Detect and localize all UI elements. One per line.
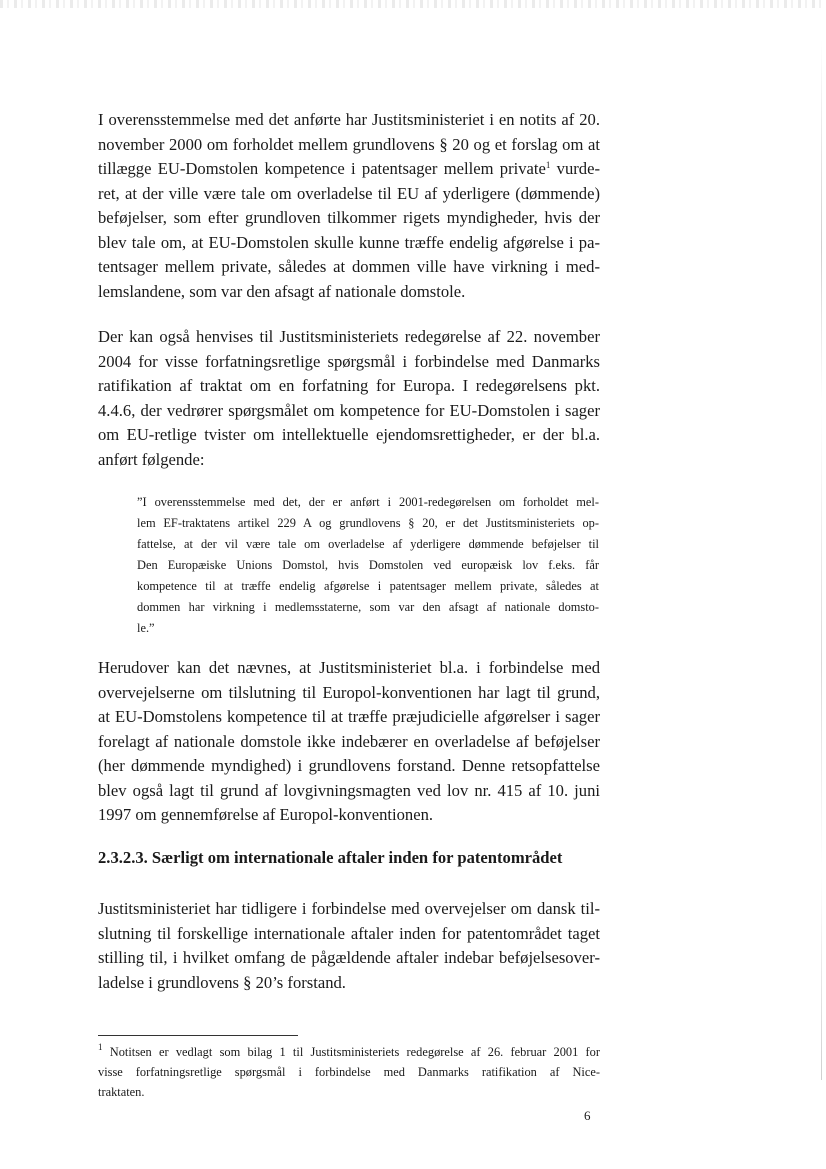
paragraph-line: ret, at der ville være tale om overladelse til EU af yderligere (dømmende) xyxy=(98,183,600,203)
paragraph-3 xyxy=(98,656,600,828)
paragraph-line: november 2000 om forholdet mellem grundlovens § 20 og et forslag om at xyxy=(98,134,600,154)
footnote-line: traktaten. xyxy=(98,1085,145,1099)
footnote-marker: 1 xyxy=(98,1042,103,1052)
paragraph-line: 4.4.6, der vedrører spørgsmålet om kompetence for EU-Domstolen i sager xyxy=(98,400,600,420)
paragraph-line: slutning til forskellige internationale aftaler inden for patentområdet taget xyxy=(98,923,600,943)
paragraph-line: Herudover kan det nævnes, at Justitsministeriet bl.a. i forbindelse med xyxy=(98,658,600,677)
paragraph-4 xyxy=(98,897,600,995)
paragraph-line: beføjelser, som efter grundloven tilkommer rigets myndigheder, hvis der xyxy=(98,208,600,227)
paragraph-line: ratifikation af traktat om en forfatning for Europa. I redegørelsens pkt. xyxy=(98,376,600,395)
footnote-line: visse forfatningsretlige spørgsmål i forbindelse med Danmarks ratifikation af Nice- xyxy=(98,1065,600,1079)
paragraph-line: at EU-Domstolens kompetence til at træffe præjudicielle afgørelser i sager xyxy=(98,707,600,726)
footnote-line xyxy=(98,1042,600,1062)
section-heading: 2.3.2.3. Særligt om internationale aftaler inden for patentområdet xyxy=(98,848,563,867)
paragraph-line: tentsager mellem private, således at dommen ville have virkning i med- xyxy=(98,257,600,276)
paragraph-line: 1997 om gennemførelse af Europol-konventionen. xyxy=(98,805,434,824)
paragraph-line: blev også lagt til grund af lovgivningsmagten ved lov nr. 415 af 10. juni xyxy=(98,780,600,800)
quote-line: fattelse, at der vil være tale om overladelse af yderligere dømmende beføjelser til xyxy=(137,537,599,551)
block-quote xyxy=(137,492,599,639)
paragraph-line xyxy=(98,157,600,182)
paragraph-line: (her dømmende myndighed) i grundlovens forstand. Denne retsopfattelse xyxy=(98,756,600,775)
paragraph-line: forelagt af nationale domstole ikke indebærer en overladelse af beføjelser xyxy=(98,731,600,751)
quote-line: lem EF-traktatens artikel 229 A og grundlovens § 20, er det Justitsministeriets op- xyxy=(137,516,599,530)
paragraph-2 xyxy=(98,325,600,472)
paragraph-line: 2004 for visse forfatningsretlige spørgsmål i forbindelse med Danmarks xyxy=(98,351,600,371)
paragraph-line-text: tillægge EU-Domstolen kompetence i patentsager mellem private xyxy=(98,159,546,178)
scan-artifact-right xyxy=(821,40,822,1080)
footnote-separator xyxy=(98,1035,298,1036)
quote-line: Den Europæiske Unions Domstol, hvis Domstolen ved europæisk lov f.eks. får xyxy=(137,558,599,572)
footnote-line-text: Notitsen er vedlagt som bilag 1 til Justitsministeriets redegørelse af 26. februar 2001 for xyxy=(102,1045,600,1059)
paragraph-line: I overensstemmelse med det anførte har Justitsministeriet i en notits af 20. xyxy=(98,110,600,129)
paragraph-line: stilling til, i hvilket omfang de pågældende aftaler indebar beføjelsesover- xyxy=(98,948,600,967)
paragraph-line-tail: vurde- xyxy=(550,159,600,178)
page-number: 6 xyxy=(584,1108,591,1123)
footnote xyxy=(98,1042,600,1102)
quote-line: le.” xyxy=(137,621,155,635)
paragraph-line: Justitsministeriet har tidligere i forbindelse med overvejelser om dansk til- xyxy=(98,899,600,918)
paragraph-1 xyxy=(98,108,600,304)
scan-artifact-top xyxy=(0,0,826,8)
paragraph-line: lemslandene, som var den afsagt af nationale domstole. xyxy=(98,281,466,301)
paragraph-line: ladelse i grundlovens § 20’s forstand. xyxy=(98,972,346,992)
quote-line: kompetence til at træffe endelig afgørelse i patentsager mellem private, således at xyxy=(137,579,599,593)
paragraph-line: Der kan også henvises til Justitsministeriets redegørelse af 22. november xyxy=(98,327,600,346)
quote-line: ”I overensstemmelse med det, der er anført i 2001-redegørelsen om forholdet mel- xyxy=(137,495,599,509)
paragraph-line: overvejelserne om tilslutning til Europol-konventionen har lagt til grund, xyxy=(98,682,600,702)
footnote-reference[interactable]: 1 xyxy=(545,160,551,170)
paragraph-line: blev tale om, at EU-Domstolen skulle kunne træffe endelig afgørelse i pa- xyxy=(98,232,600,252)
quote-line: dommen har virkning i medlemsstaterne, som var den afsagt af nationale domsto- xyxy=(137,600,599,614)
paragraph-line: om EU-retlige tvister om intellektuelle ejendomsrettigheder, er der bl.a. xyxy=(98,425,600,444)
paragraph-line: anført følgende: xyxy=(98,449,205,469)
